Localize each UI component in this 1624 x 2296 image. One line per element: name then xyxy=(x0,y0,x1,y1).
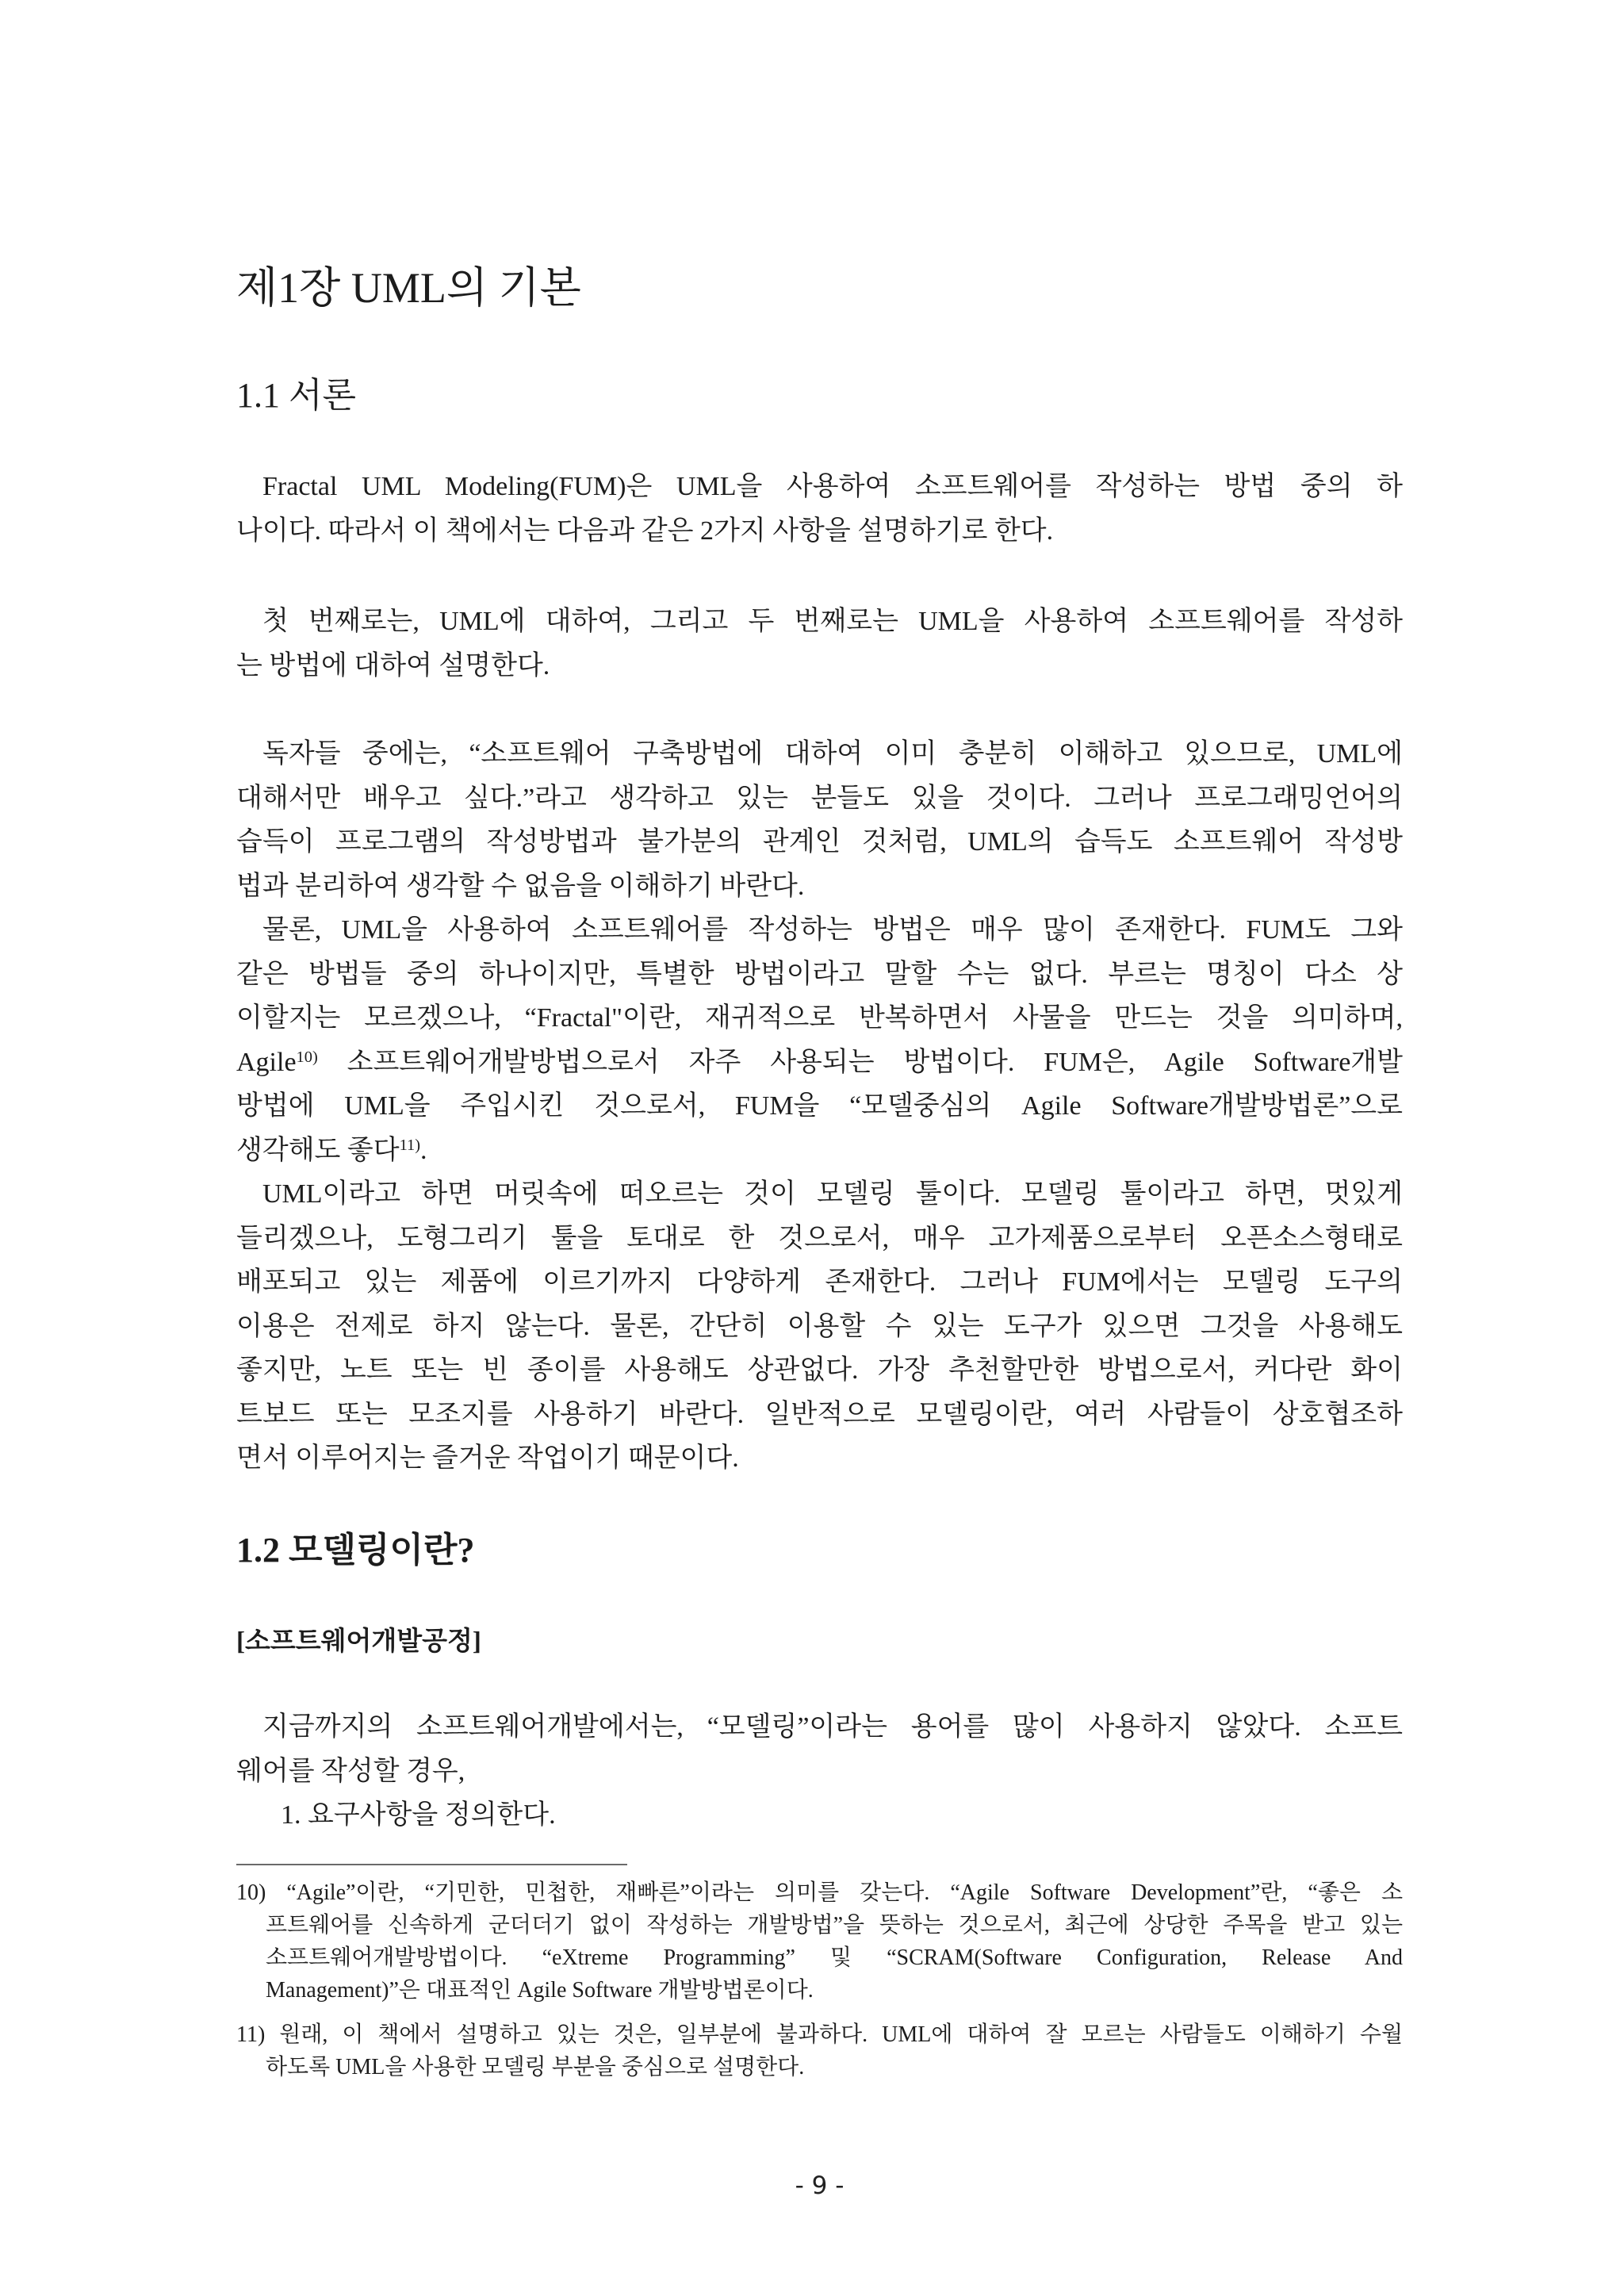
footnote-marker: 11) xyxy=(236,2022,266,2047)
paragraph-line: 웨어를 작성할 경우, xyxy=(236,1756,465,1786)
paragraph-line: 는 방법에 대하여 설명한다. xyxy=(236,650,550,680)
paragraph-line: 이할지는 모르겠으나, “Fractal"이란, 재귀적으로 반복하면서 사물을 만드는 것을 의미하며, xyxy=(236,1003,1403,1033)
chapter-title: 제1장 UML의 기본 xyxy=(236,264,581,312)
footnote-text: 원래, 이 책에서 설명하고 있는 것은, 일부분에 불과하다. UML에 대하여 잘 모르는 사람들도 이해하기 수월 xyxy=(279,2022,1404,2047)
paragraph xyxy=(236,600,1403,688)
footnote-ref-10: 10) xyxy=(296,1048,318,1066)
paragraph-line: 법과 분리하여 생각할 수 없음을 이해하기 바란다. xyxy=(236,871,805,901)
paragraph xyxy=(236,1705,1403,1838)
section-heading: 1.1 서론 xyxy=(236,376,357,415)
paragraph-line: UML이라고 하면 머릿속에 떠오르는 것이 모델링 툴이다. 모델링 툴이라고 하면, 멋있게 xyxy=(262,1179,1403,1209)
paragraph xyxy=(236,908,1403,1172)
paragraph-line: 물론, UML을 사용하여 소프트웨어를 작성하는 방법은 매우 많이 존재한다. FUM도 그와 xyxy=(262,915,1403,945)
footnote-marker: 10) xyxy=(236,1880,266,1905)
paragraph xyxy=(236,465,1403,553)
line-text: 소프트웨어개발방법으로서 자주 사용되는 방법이다. FUM은, Agile Software개발 xyxy=(317,1047,1403,1077)
footnote-line xyxy=(236,1876,1403,1909)
paragraph-line: 지금까지의 소프트웨어개발에서는, “모델링”이라는 용어를 많이 사용하지 않았다. 소프트 xyxy=(262,1712,1404,1742)
paragraph-line: 들리겠으나, 도형그리기 툴을 토대로 한 것으로서, 매우 고가제품으로부터 오픈소스형태로 xyxy=(236,1223,1403,1253)
paragraph-line: 습득이 프로그램의 작성방법과 불가분의 관계인 것처럼, UML의 습득도 소프트웨어 작성방 xyxy=(236,827,1403,857)
list-item: 1. 요구사항을 정의한다. xyxy=(281,1800,556,1830)
section-heading: 1.2 모델링이란? xyxy=(236,1531,475,1570)
footnote-separator xyxy=(236,1864,627,1865)
paragraph-line: 독자들 중에는, “소프트웨어 구축방법에 대하여 이미 충분히 이해하고 있으므로, UML에 xyxy=(262,739,1403,769)
line-text: . xyxy=(420,1135,427,1165)
paragraph-line: 배포되고 있는 제품에 이르기까지 다양하게 존재한다. 그러나 FUM에서는 모델링 도구의 xyxy=(236,1267,1403,1297)
paragraph-line: Fractal UML Modeling(FUM)은 UML을 사용하여 소프트웨어를 작성하는 방법 중의 하 xyxy=(262,472,1403,501)
paragraph-line: 면서 이루어지는 즐거운 작업이기 때문이다. xyxy=(236,1443,739,1473)
page-number: - 9 - xyxy=(795,2171,845,2200)
paragraph-line xyxy=(236,1129,1403,1173)
line-text: Agile xyxy=(236,1047,297,1077)
paragraph xyxy=(236,1172,1403,1481)
paragraph-line: 좋지만, 노트 또는 빈 종이를 사용해도 상관없다. 가장 추천할만한 방법으로서, 커다란 화이 xyxy=(236,1355,1403,1385)
footnote-ref-11: 11) xyxy=(399,1136,421,1154)
footnote xyxy=(236,2018,1403,2083)
footnote-line xyxy=(236,2018,1403,2051)
line-text: 생각해도 좋다 xyxy=(236,1135,400,1165)
paragraph-line: 방법에 UML을 주입시킨 것으로서, FUM을 “모델중심의 Agile Software개발방법론”으로 xyxy=(236,1091,1403,1121)
paragraph-line: 트보드 또는 모조지를 사용하기 바란다. 일반적으로 모델링이란, 여러 사람들이 상호협조하 xyxy=(236,1399,1403,1429)
footnote xyxy=(236,1876,1403,2007)
paragraph-line: 첫 번째로는, UML에 대하여, 그리고 두 번째로는 UML을 사용하여 소프트웨어를 작성하 xyxy=(262,607,1403,636)
paragraph-line: 대해서만 배우고 싶다.”라고 생각하고 있는 분들도 있을 것이다. 그러나 프로그래밍언어의 xyxy=(236,783,1403,813)
paragraph-line: 나이다. 따라서 이 책에서는 다음과 같은 2가지 사항을 설명하기로 한다. xyxy=(236,516,1054,546)
paragraph-line: 이용은 전제로 하지 않는다. 물론, 간단히 이용할 수 있는 도구가 있으면 그것을 사용해도 xyxy=(236,1311,1403,1341)
paragraph xyxy=(236,732,1403,908)
paragraph-line xyxy=(236,1041,1403,1085)
footnote-line: Management)”은 대표적인 Agile Software 개발방법론이다. xyxy=(266,1978,814,2003)
footnote-line: 프트웨어를 신속하게 군더더기 없이 작성하는 개발방법”을 뜻하는 것으로서, 최근에 상당한 주목을 받고 있는 xyxy=(266,1913,1403,1938)
subheading: [소프트웨어개발공정] xyxy=(236,1627,481,1656)
footnote-line: 소프트웨어개발방법이다. “eXtreme Programming” 및 “SCRAM(Software Configuration, Release And xyxy=(266,1945,1403,1970)
footnote-line: 하도록 UML을 사용한 모델링 부분을 중심으로 설명한다. xyxy=(266,2055,805,2079)
paragraph-line: 같은 방법들 중의 하나이지만, 특별한 방법이라고 말할 수는 없다. 부르는 명칭이 다소 상 xyxy=(236,959,1403,989)
footnote-text: “Agile”이란, “기민한, 민첩한, 재빠른”이라는 의미를 갖는다. “Agile Software Development”란, “좋은 소 xyxy=(286,1880,1404,1905)
